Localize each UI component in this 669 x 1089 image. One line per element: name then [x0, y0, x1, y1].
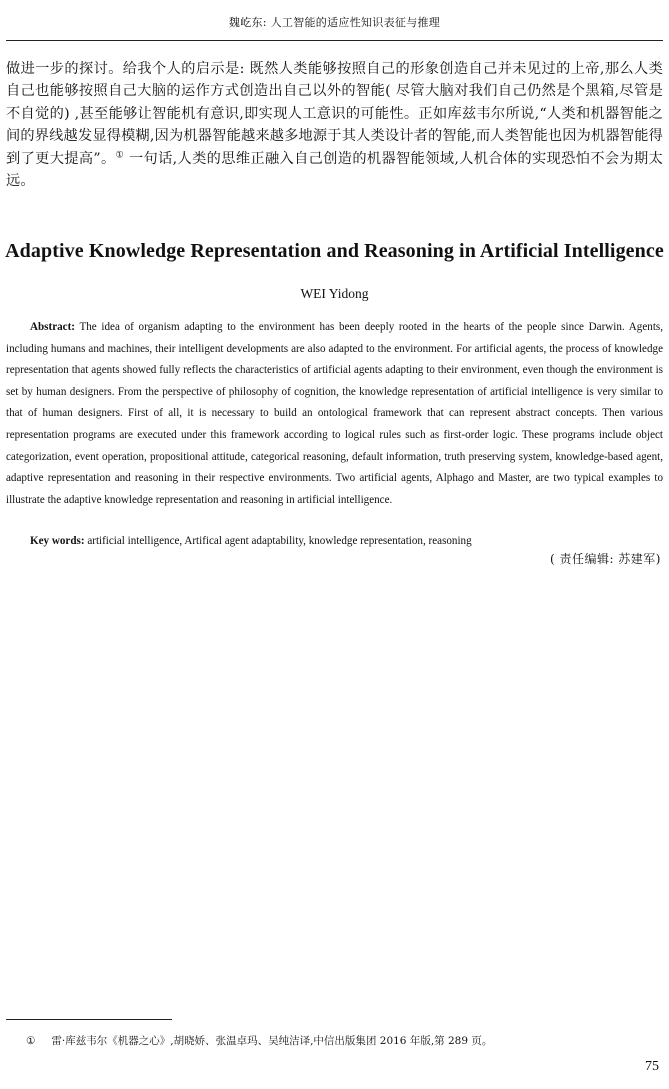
abstract-text: The idea of organism adapting to the environment has been deeply rooted in the hearts of the people since Darwin. Agents, including humans and machines, their intelligent developments are also adapted to the environment. For artificial agents, the process of knowledge representation that agents showed fully reflects the characteristics of artificial agents adapting to their environment, even though the environment is set by human designers. From the perspective of philosophy of cognition, the knowledge representation of artificial intelligence is very similar to that of human designers. First of all, it is necessary to build an ontological framework that can represent abstract concepts. Then various representation programs are executed under this framework according to logical rules such as first-order logic. These programs include object categorization, event operation, propositional attitude, categorical reasoning, default information, truth preserving system, knowledge-based agent, adaptive representation and reasoning in their respective environments. Two artificial agents, Alphago and Master, are two typical examples to illustrate the adaptive knowledge representation and reasoning in artificial intelligence.	[6, 321, 663, 506]
footnote-reference[interactable]: ①	[115, 149, 125, 160]
editor-note: ( 责任编辑: 苏建军)	[549, 552, 661, 566]
footnote-mark: ①	[26, 1035, 36, 1047]
page-number: 75	[645, 1059, 659, 1074]
english-abstract	[6, 317, 663, 511]
running-head: 魏屹东: 人工智能的适应性知识表征与推理	[228, 16, 441, 29]
body-text-part-1: 做进一步的探讨。给我个人的启示是: 既然人类能够按照自己的形象创造自己并未见过的上帝,那么人类自己也能够按照自己大脑的运作方式创造出自己以外的智能( 尽管大脑对我们自己仍然是个黑箱,尽管是不自觉的) ,甚至能够让智能机有意识,即实现人工意识的可能性。正如库兹韦尔所说,“人类和机器智能之间的界线越发显得模糊,因为机器智能越来越多地源于其人类设计者的智能,而人类智能也因为机器智能得到了更大提高”。	[6, 61, 663, 167]
keywords-label: Key words:	[30, 535, 85, 547]
chinese-body-paragraph	[6, 58, 663, 192]
english-author: WEI Yidong	[300, 286, 369, 301]
footnote	[26, 1034, 656, 1048]
english-title: Adaptive Knowledge Representation and Reasoning in Artificial Intelligence	[5, 240, 664, 262]
keywords-text: artificial intelligence, Artifical agent adaptability, knowledge representation, reasoning	[84, 535, 472, 547]
abstract-label: Abstract:	[30, 321, 75, 333]
footnote-divider	[6, 1019, 172, 1020]
header-divider	[6, 40, 663, 41]
footnote-text: 雷·库兹韦尔《机器之心》,胡晓娇、张温卓玛、吴纯洁译,中信出版集团 2016 年版,第 289 页。	[51, 1035, 493, 1047]
body-text-part-2: 一句话,人类的思维正融入自己创造的机器智能领域,人机合体的实现恐怕不会为期太远。	[6, 150, 663, 190]
